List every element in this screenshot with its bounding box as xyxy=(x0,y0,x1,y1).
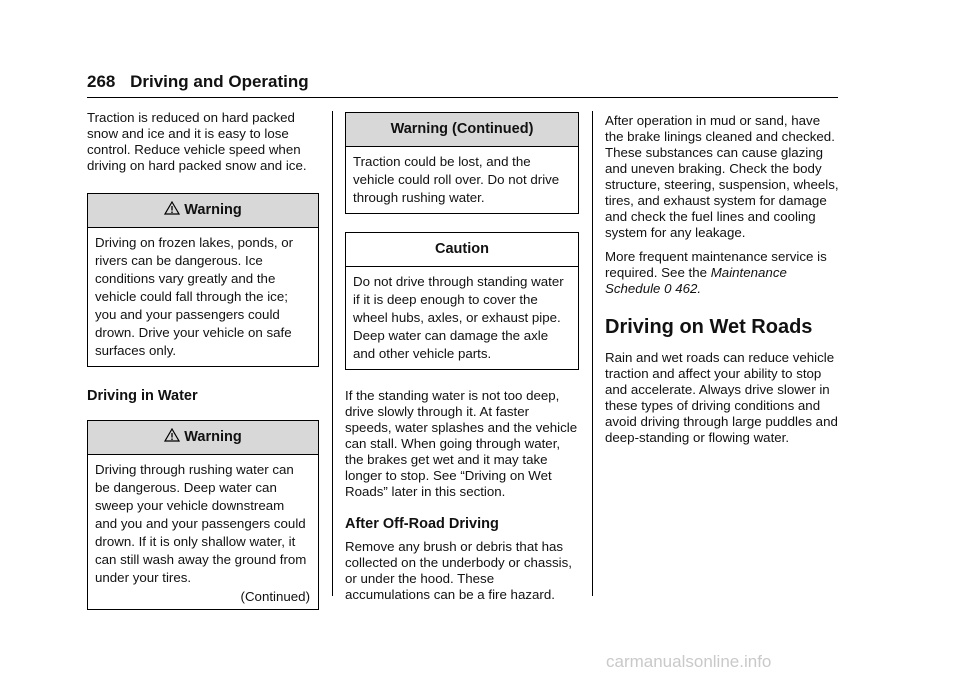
warning-title: Warning xyxy=(88,421,318,455)
warning-body: Driving through rushing water can be dangerous. Deep water can sweep your vehicle downstream and you and your passengers could drown. If it is only shallow water, it can still wash away the ground from under your tires. (Continued) xyxy=(95,462,310,604)
warning-body: Driving on frozen lakes, ponds, or rivers can be dangerous. Ice conditions vary greatly and the vehicle could fall through the ice; you and your passengers could drown. Drive your vehicle on safe surfaces only. xyxy=(95,235,294,358)
off-road-paragraph: Remove any brush or debris that has collected on the underbody or chassis, or under the hood. These accumulations can be a fire hazard. xyxy=(345,539,572,602)
warning-box-ice xyxy=(87,193,319,367)
page-title: Driving and Operating xyxy=(130,72,309,91)
section-heading-wet-roads: Driving on Wet Roads xyxy=(605,316,813,338)
maintenance-paragraph: More frequent maintenance service is required. See the Maintenance Schedule 0 462. xyxy=(605,249,827,296)
warning-body: Traction could be lost, and the vehicle could roll over. Do not drive through rushing water. xyxy=(353,154,560,205)
intro-paragraph: Traction is reduced on hard packed snow and ice and it is easy to lose control. Reduce vehicle speed when driving on hard packed snow and ice. xyxy=(87,110,307,173)
header-rule xyxy=(87,97,838,98)
standing-water-paragraph: If the standing water is not too deep, drive slowly through it. At faster speeds, water splashes and the vehicle can stall. When going through water, the brakes get wet and it may take longer to stop. See “Driving on Wet Roads” later in this section. xyxy=(345,388,578,499)
section-heading-driving-in-water: Driving in Water xyxy=(87,388,198,404)
watermark: carmanualsonline.info xyxy=(606,652,772,671)
section-heading-after-off-road: After Off-Road Driving xyxy=(345,516,499,532)
caution-title: Caution xyxy=(346,233,578,267)
warning-triangle-icon xyxy=(164,201,180,215)
column-1 xyxy=(87,110,319,610)
continued-label: (Continued) xyxy=(240,589,310,604)
caution-body: Do not drive through standing water if it is deep enough to cover the wheel hubs, axles, or exhaust pipe. Deep water can damage the axle and other vehicle parts. xyxy=(353,274,564,361)
page-header xyxy=(87,72,309,92)
warning-continued-title: Warning (Continued) xyxy=(346,113,578,147)
column-divider-1 xyxy=(332,111,333,596)
page-reference: 0 462. xyxy=(664,281,702,296)
column-2 xyxy=(345,110,579,603)
page-number: 268 xyxy=(87,72,116,91)
column-3 xyxy=(605,110,839,446)
warning-triangle-icon xyxy=(164,428,180,442)
warning-box-water xyxy=(87,420,319,610)
maintenance-schedule-link[interactable]: Maintenance Schedule xyxy=(605,265,787,296)
warning-title: Warning xyxy=(88,194,318,228)
wet-roads-paragraph: Rain and wet roads can reduce vehicle traction and affect your ability to stop and accelerate. Always drive slower in these types of driving conditions and avoid driving through large puddles and deep-standing or flowing water. xyxy=(605,350,838,445)
warning-continued-box xyxy=(345,112,579,214)
column-divider-2 xyxy=(592,111,593,596)
mud-sand-paragraph: After operation in mud or sand, have the brake linings cleaned and checked. These substances can cause glazing and uneven braking. Check the body structure, steering, suspension, wheels, tires, and exhaust system for damage and check the fuel lines and cooling system for any leakage. xyxy=(605,113,839,240)
caution-box xyxy=(345,232,579,370)
